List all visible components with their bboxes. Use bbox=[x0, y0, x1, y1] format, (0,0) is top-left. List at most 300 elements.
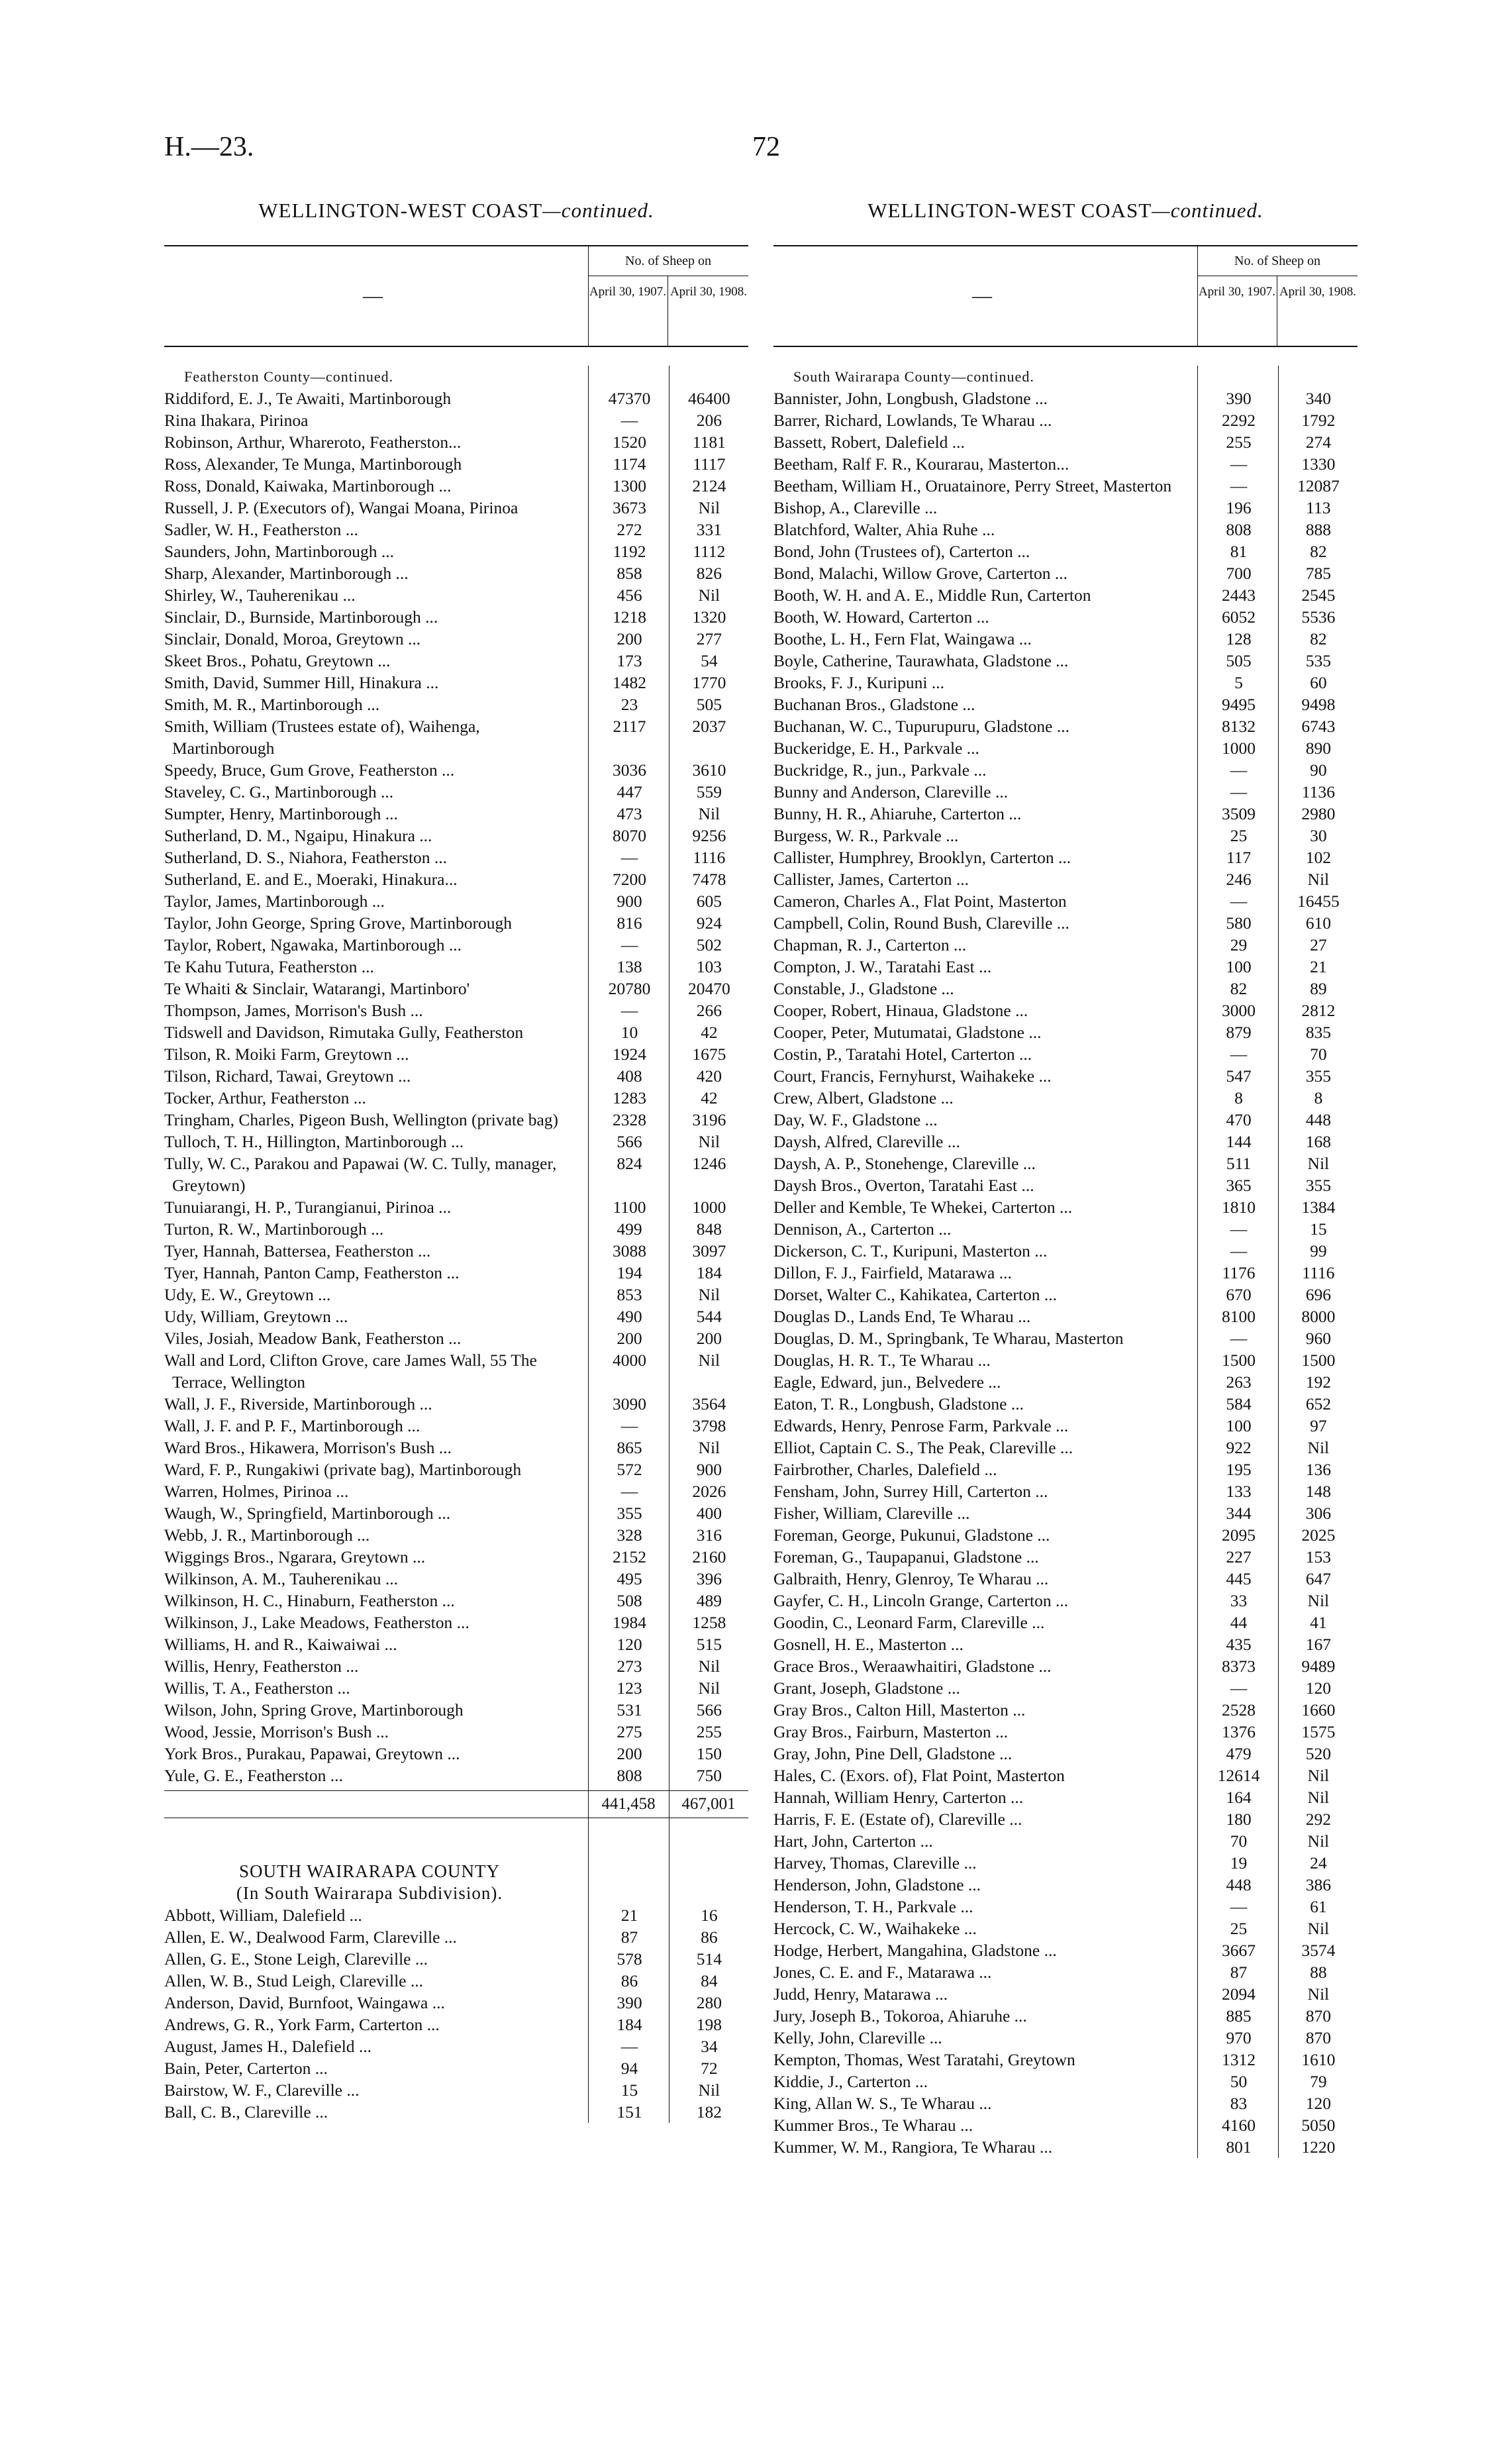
sheep-1908: 16455 bbox=[1297, 892, 1340, 911]
sheep-1908: 559 bbox=[696, 782, 722, 801]
sheep-1907: 128 bbox=[1226, 629, 1252, 648]
sheep-1907: 194 bbox=[617, 1263, 642, 1282]
table-row bbox=[773, 540, 1358, 562]
sheep-1908: 835 bbox=[1305, 1023, 1331, 1042]
sheep-1907: 1283 bbox=[612, 1088, 646, 1107]
table-row bbox=[773, 1852, 1358, 1874]
table-row bbox=[773, 1633, 1358, 1655]
table-row bbox=[773, 1306, 1358, 1327]
sheep-1907: 2292 bbox=[1221, 411, 1256, 430]
sheep-1907: — bbox=[1230, 1045, 1248, 1064]
table-row bbox=[164, 2057, 748, 2079]
section-heading: South Wairarapa County—continued. bbox=[793, 368, 1034, 385]
right-table-body bbox=[773, 366, 1358, 2158]
right-column bbox=[773, 199, 1358, 2158]
left-table-header bbox=[164, 245, 748, 347]
holder-name: Sutherland, D. M., Ngaipu, Hinakura ... bbox=[164, 826, 432, 845]
table-row bbox=[164, 409, 748, 431]
holder-name: Galbraith, Henry, Glenroy, Te Wharau ... bbox=[773, 1569, 1049, 1588]
sheep-1907: — bbox=[1230, 454, 1248, 474]
sheep-1907: 445 bbox=[1226, 1569, 1252, 1588]
sheep-1907: 448 bbox=[1226, 1875, 1252, 1894]
holder-name: Henderson, John, Gladstone ... bbox=[773, 1875, 981, 1894]
table-row bbox=[164, 1131, 748, 1153]
holder-name: Robinson, Arthur, Whareroto, Featherston... bbox=[164, 433, 462, 452]
table-row bbox=[164, 540, 748, 562]
table-row bbox=[773, 1808, 1358, 1830]
holder-name: Blatchford, Walter, Ahia Ruhe ... bbox=[773, 520, 995, 539]
holder-name: Allen, W. B., Stud Leigh, Clareville ... bbox=[164, 1971, 423, 1990]
sheep-1908: 1384 bbox=[1301, 1198, 1336, 1217]
table-row bbox=[773, 1174, 1358, 1196]
sheep-1907: 1520 bbox=[612, 433, 646, 452]
holder-name: Burgess, W. R., Parkvale ... bbox=[773, 826, 959, 845]
sheep-1908: 1770 bbox=[692, 673, 726, 692]
table-row bbox=[773, 1284, 1358, 1306]
holder-name: Daysh Bros., Overton, Taratahi East ... bbox=[773, 1176, 1034, 1195]
table-row bbox=[773, 387, 1358, 409]
table-row bbox=[164, 847, 748, 868]
sheep-1907: 816 bbox=[617, 913, 642, 933]
sheep-1908: 198 bbox=[696, 2015, 722, 2034]
column-header-1908: April 30, 1908. bbox=[1279, 285, 1357, 299]
sheep-1908: 1258 bbox=[692, 1613, 726, 1632]
sheep-1908: 696 bbox=[1305, 1285, 1331, 1304]
table-row bbox=[164, 1087, 748, 1109]
table-row bbox=[773, 978, 1358, 1000]
table-row bbox=[164, 1349, 748, 1393]
holder-name: Booth, W. Howard, Carterton ... bbox=[773, 607, 989, 627]
table-row bbox=[773, 1153, 1358, 1174]
sheep-1908: 3610 bbox=[692, 760, 726, 780]
holder-name: Sharp, Alexander, Martinborough ... bbox=[164, 564, 409, 583]
sheep-1908: 1246 bbox=[692, 1154, 726, 1173]
holder-name: Wiggings Bros., Ngarara, Greytown ... bbox=[164, 1547, 426, 1566]
table-row bbox=[773, 693, 1358, 715]
sheep-1908: 355 bbox=[1305, 1176, 1331, 1195]
sheep-1908: 120 bbox=[1305, 1678, 1331, 1698]
sheep-1907: — bbox=[620, 1416, 638, 1435]
table-row bbox=[773, 1131, 1358, 1153]
table-row bbox=[773, 453, 1358, 475]
holder-name: Gray Bros., Fairburn, Masterton ... bbox=[773, 1722, 1009, 1741]
holder-name: Te Whaiti & Sinclair, Watarangi, Martinboro' bbox=[164, 979, 470, 998]
sheep-1908: Nil bbox=[1307, 1984, 1330, 2004]
holder-name: Dickerson, C. T., Kuripuni, Masterton ... bbox=[773, 1241, 1048, 1260]
table-row bbox=[773, 825, 1358, 847]
sheep-1908: 3564 bbox=[692, 1394, 726, 1413]
holder-name: Douglas, D. M., Springbank, Te Wharau, Masterton bbox=[773, 1329, 1124, 1348]
holder-name: Cooper, Peter, Mutumatai, Gladstone ... bbox=[773, 1023, 1042, 1042]
sheep-1907: 447 bbox=[617, 782, 642, 801]
table-row bbox=[773, 1612, 1358, 1633]
sheep-1907: 86 bbox=[620, 1971, 638, 1990]
holder-name: Dorset, Walter C., Kahikatea, Carterton ... bbox=[773, 1285, 1058, 1304]
sheep-1907: — bbox=[620, 848, 638, 867]
sheep-1908: Nil bbox=[1307, 1591, 1330, 1610]
table-row bbox=[773, 1721, 1358, 1743]
sheep-1908: 785 bbox=[1305, 564, 1331, 583]
sheep-1908: 8 bbox=[1314, 1088, 1323, 1107]
right-table-header bbox=[773, 245, 1358, 347]
sheep-1908: 113 bbox=[1306, 498, 1331, 517]
holder-name: Taylor, James, Martinborough ... bbox=[164, 892, 385, 911]
holder-name: Deller and Kemble, Te Whekei, Carterton ... bbox=[773, 1198, 1073, 1217]
sheep-1908: 1117 bbox=[693, 454, 726, 474]
sheep-1907: 2443 bbox=[1221, 586, 1256, 605]
sheep-1908: 520 bbox=[1305, 1744, 1331, 1763]
sheep-1907: 15 bbox=[620, 2080, 638, 2100]
sheep-1907: 100 bbox=[1226, 957, 1252, 976]
sheep-1908: 750 bbox=[696, 1766, 722, 1785]
holder-name: Jury, Joseph B., Tokoroa, Ahiaruhe ... bbox=[773, 2006, 1027, 2026]
table-row bbox=[164, 1699, 748, 1721]
table-row bbox=[164, 1043, 748, 1065]
table-row bbox=[164, 1306, 748, 1327]
holder-name: Douglas, H. R. T., Te Wharau ... bbox=[773, 1351, 991, 1370]
sheep-1908: 396 bbox=[696, 1569, 722, 1588]
sheep-1907: 1000 bbox=[1221, 739, 1256, 758]
table-row bbox=[773, 409, 1358, 431]
holder-name: Bunny and Anderson, Clareville ... bbox=[773, 782, 1009, 801]
holder-name: Abbott, William, Dalefield ... bbox=[164, 1906, 362, 1925]
table-row bbox=[773, 1349, 1358, 1371]
sheep-1908: 647 bbox=[1305, 1569, 1331, 1588]
holder-name: York Bros., Purakau, Papawai, Greytown ... bbox=[164, 1744, 460, 1763]
table-row bbox=[773, 584, 1358, 606]
sheep-1908: 448 bbox=[1305, 1110, 1331, 1129]
sheep-1907: 1300 bbox=[612, 476, 646, 495]
holder-name: Anderson, David, Burnfoot, Waingawa ... bbox=[164, 1993, 445, 2012]
sheep-1907: 2117 bbox=[613, 717, 646, 736]
sheep-1907: 94 bbox=[620, 2059, 638, 2078]
sheep-1907: 801 bbox=[1226, 2137, 1252, 2157]
table-row bbox=[164, 1196, 748, 1218]
sheep-1908: 340 bbox=[1305, 389, 1331, 408]
sheep-1907: 865 bbox=[617, 1438, 642, 1457]
sheep-1907: 8100 bbox=[1221, 1307, 1256, 1326]
table-row bbox=[773, 2092, 1358, 2114]
table-row bbox=[773, 1546, 1358, 1568]
holder-name: Jones, C. E. and F., Matarawa ... bbox=[773, 1963, 992, 1982]
holder-name: Sumpter, Henry, Martinborough ... bbox=[164, 804, 398, 823]
sheep-1908: 99 bbox=[1310, 1241, 1327, 1260]
sheep-1907: 184 bbox=[617, 2015, 642, 2034]
table-row bbox=[773, 1590, 1358, 1612]
sheep-1907: 328 bbox=[617, 1525, 642, 1545]
sheep-1907: 3509 bbox=[1221, 804, 1256, 823]
holder-name: Bain, Peter, Carterton ... bbox=[164, 2059, 328, 2078]
holder-name: Elliot, Captain C. S., The Peak, Clareville ... bbox=[773, 1438, 1073, 1457]
sheep-1907: 922 bbox=[1226, 1438, 1252, 1457]
sheep-1908: 41 bbox=[1310, 1613, 1327, 1632]
table-row bbox=[164, 562, 748, 584]
sheep-1907: — bbox=[1230, 782, 1248, 801]
sheep-1908: 2037 bbox=[692, 717, 726, 736]
sheep-1908: 900 bbox=[696, 1460, 722, 1479]
holder-name: Wilkinson, H. C., Hinaburn, Featherston ... bbox=[164, 1591, 455, 1610]
sheep-1907: 123 bbox=[617, 1678, 642, 1698]
table-row bbox=[164, 1612, 748, 1633]
sheep-1908: 566 bbox=[696, 1700, 722, 1720]
holder-name: Costin, P., Taratahi Hotel, Carterton ... bbox=[773, 1045, 1032, 1064]
table-row bbox=[773, 1437, 1358, 1459]
table-row bbox=[773, 1743, 1358, 1765]
holder-name: Daysh, Alfred, Clareville ... bbox=[773, 1132, 960, 1151]
holder-name: Speedy, Bruce, Gum Grove, Featherston ... bbox=[164, 760, 455, 780]
holder-name: Bond, John (Trustees of), Carterton ... bbox=[773, 542, 1030, 561]
sheep-1907: 408 bbox=[617, 1066, 642, 1086]
holder-name: King, Allan W. S., Te Wharau ... bbox=[773, 2094, 992, 2113]
table-row bbox=[164, 2079, 748, 2101]
sheep-1908: 266 bbox=[696, 1001, 722, 1020]
sheep-1908: 890 bbox=[1305, 739, 1331, 758]
sheep-1907: 44 bbox=[1230, 1613, 1248, 1632]
sheep-1908: 5536 bbox=[1301, 607, 1336, 627]
table-row bbox=[164, 1948, 748, 1970]
table-row bbox=[164, 715, 748, 759]
sheep-1907: — bbox=[620, 411, 638, 430]
sheep-1907: 808 bbox=[617, 1766, 642, 1785]
sheep-1908: 255 bbox=[696, 1722, 722, 1741]
holder-name: Yule, G. E., Featherston ... bbox=[164, 1766, 343, 1785]
holder-name: Bunny, H. R., Ahiaruhe, Carterton ... bbox=[773, 804, 1022, 823]
table-row bbox=[164, 1153, 748, 1196]
sheep-1907: 355 bbox=[617, 1504, 642, 1523]
table-row bbox=[164, 453, 748, 475]
table-row bbox=[164, 497, 748, 519]
sheep-1908: 70 bbox=[1310, 1045, 1327, 1064]
holder-name: Ross, Alexander, Te Munga, Martinborough bbox=[164, 454, 462, 474]
table-row bbox=[164, 1480, 748, 1502]
table-row bbox=[773, 890, 1358, 912]
holder-name: Buchanan, W. C., Tupurupuru, Gladstone ... bbox=[773, 717, 1069, 736]
holder-name: Hodge, Herbert, Mangahina, Gladstone ... bbox=[773, 1941, 1057, 1960]
sheep-1907: 70 bbox=[1230, 1831, 1248, 1851]
sheep-1907: 456 bbox=[617, 586, 642, 605]
sheep-1907: 390 bbox=[1226, 389, 1252, 408]
table-row bbox=[164, 934, 748, 956]
table-row bbox=[773, 1065, 1358, 1087]
table-row bbox=[164, 1327, 748, 1349]
holder-name: Callister, Humphrey, Brooklyn, Carterton ... bbox=[773, 848, 1071, 867]
table-row bbox=[773, 1021, 1358, 1043]
sheep-1908: 206 bbox=[696, 411, 722, 430]
sheep-1908: Nil bbox=[698, 1285, 720, 1304]
holder-name: Taylor, Robert, Ngawaka, Martinborough ... bbox=[164, 935, 462, 954]
holder-name: Eagle, Edward, jun., Belvedere ... bbox=[773, 1372, 1001, 1392]
sheep-1907: 566 bbox=[617, 1132, 642, 1151]
table-row bbox=[773, 934, 1358, 956]
sheep-1907: 2095 bbox=[1221, 1525, 1256, 1545]
sheep-1908: 652 bbox=[1305, 1394, 1331, 1413]
sheep-1908: 21 bbox=[1310, 957, 1327, 976]
holder-name: Saunders, John, Martinborough ... bbox=[164, 542, 395, 561]
sheep-1908: 3097 bbox=[692, 1241, 726, 1260]
sheep-1908: 826 bbox=[696, 564, 722, 583]
sheep-1907: 547 bbox=[1226, 1066, 1252, 1086]
sheep-1908: 2026 bbox=[692, 1482, 726, 1501]
holder-name: Wall, J. F. and P. F., Martinborough ... bbox=[164, 1416, 421, 1435]
sheep-1908: 182 bbox=[696, 2102, 722, 2122]
sheep-1908: 120 bbox=[1305, 2094, 1331, 2113]
sheep-1908: Nil bbox=[1307, 1766, 1330, 1785]
sheep-1908: 355 bbox=[1305, 1066, 1331, 1086]
sheep-1907: 508 bbox=[617, 1591, 642, 1610]
sheep-1907: — bbox=[620, 935, 638, 954]
sheep-1908: 280 bbox=[696, 1993, 722, 2012]
sheep-1907: 20780 bbox=[608, 979, 651, 998]
sheep-1908: 1320 bbox=[692, 607, 726, 627]
sheep-1907: 495 bbox=[617, 1569, 642, 1588]
table-row bbox=[773, 1415, 1358, 1437]
holder-name: Ross, Donald, Kaiwaka, Martinborough ... bbox=[164, 476, 452, 495]
sheep-1907: 853 bbox=[617, 1285, 642, 1304]
table-row bbox=[164, 781, 748, 803]
sheep-1908: 34 bbox=[701, 2037, 718, 2056]
table-row bbox=[773, 2027, 1358, 2049]
sheep-1908: 86 bbox=[701, 1927, 718, 1947]
sheep-1908: 870 bbox=[1305, 2006, 1331, 2026]
sheep-1907: 670 bbox=[1226, 1285, 1252, 1304]
table-row bbox=[773, 1327, 1358, 1349]
table-row bbox=[773, 1699, 1358, 1721]
holder-name: Kiddie, J., Carterton ... bbox=[773, 2072, 928, 2091]
sheep-1908: 79 bbox=[1310, 2072, 1327, 2091]
holder-name: Warren, Holmes, Pirinoa ... bbox=[164, 1482, 349, 1501]
sheep-1908: 3574 bbox=[1301, 1941, 1336, 1960]
sheep-1908: 89 bbox=[1310, 979, 1327, 998]
sheep-1907: 3036 bbox=[612, 760, 646, 780]
sheep-1907: 365 bbox=[1226, 1176, 1252, 1195]
table-row bbox=[773, 497, 1358, 519]
sheep-1907: 2328 bbox=[612, 1110, 646, 1129]
holder-name: Hart, John, Carterton ... bbox=[773, 1831, 933, 1851]
holder-name: Goodin, C., Leonard Farm, Clareville ... bbox=[773, 1613, 1045, 1632]
table-row bbox=[773, 519, 1358, 540]
table-row bbox=[164, 2014, 748, 2035]
sheep-1908: 1575 bbox=[1301, 1722, 1336, 1741]
total-1908: 467,001 bbox=[681, 1795, 736, 1813]
sheep-1907: 1500 bbox=[1221, 1351, 1256, 1370]
sheep-1907: 490 bbox=[617, 1307, 642, 1326]
sheep-1908: 200 bbox=[696, 1329, 722, 1348]
sheep-1908: 42 bbox=[701, 1088, 718, 1107]
sheep-1908: 9256 bbox=[692, 826, 726, 845]
table-row bbox=[164, 1459, 748, 1480]
holder-name: Tilson, Richard, Tawai, Greytown ... bbox=[164, 1066, 411, 1086]
section-subheading: (In South Wairarapa Subdivision). bbox=[236, 1883, 503, 1903]
left-column bbox=[164, 199, 748, 2123]
county-total-row bbox=[164, 1790, 748, 1818]
sheep-1908: 5050 bbox=[1301, 2116, 1336, 2135]
holder-name: Smith, David, Summer Hill, Hinakura ... bbox=[164, 673, 439, 692]
table-row bbox=[164, 1437, 748, 1459]
table-row bbox=[773, 1961, 1358, 1983]
left-table-body bbox=[164, 366, 748, 2123]
sheep-1907: — bbox=[1230, 1241, 1248, 1260]
sheep-1908: 386 bbox=[1305, 1875, 1331, 1894]
holder-name: Tyer, Hannah, Battersea, Featherston ... bbox=[164, 1241, 431, 1260]
sheep-1907: 273 bbox=[617, 1657, 642, 1676]
sheep-1908: 2124 bbox=[692, 476, 726, 495]
sheep-1907: 1482 bbox=[612, 673, 646, 692]
section-heading: Featherston County—continued. bbox=[184, 368, 394, 385]
sheep-1908: 16 bbox=[701, 1906, 718, 1925]
table-row bbox=[164, 978, 748, 1000]
table-row bbox=[164, 1970, 748, 1992]
sheep-1908: 167 bbox=[1305, 1635, 1331, 1654]
sheep-count-group-label: No. of Sheep on bbox=[1197, 246, 1358, 276]
sheep-1907: — bbox=[1230, 892, 1248, 911]
table-row bbox=[773, 475, 1358, 497]
sheep-1908: 1610 bbox=[1301, 2050, 1336, 2069]
holder-name: Wilson, John, Spring Grove, Martinborough bbox=[164, 1700, 464, 1720]
table-row bbox=[164, 1415, 748, 1437]
table-row bbox=[773, 1459, 1358, 1480]
header-dash: — bbox=[972, 285, 992, 307]
sheep-1907: 2152 bbox=[612, 1547, 646, 1566]
holder-name: Callister, James, Carterton ... bbox=[773, 870, 969, 889]
table-row bbox=[773, 715, 1358, 737]
sheep-1907: 879 bbox=[1226, 1023, 1252, 1042]
sheep-1908: 848 bbox=[696, 1219, 722, 1239]
table-row bbox=[773, 1240, 1358, 1262]
sheep-1907: 1810 bbox=[1221, 1198, 1256, 1217]
sheep-1908: 515 bbox=[696, 1635, 722, 1654]
sheep-1907: 10 bbox=[620, 1023, 638, 1042]
sheep-1907: 100 bbox=[1226, 1416, 1252, 1435]
page-header bbox=[164, 131, 1409, 171]
sheep-1907: 584 bbox=[1226, 1394, 1252, 1413]
table-row bbox=[164, 1240, 748, 1262]
holder-name: Brooks, F. J., Kuripuni ... bbox=[773, 673, 944, 692]
sheep-1907: 263 bbox=[1226, 1372, 1252, 1392]
holder-name: Fensham, John, Surrey Hill, Carterton ... bbox=[773, 1482, 1048, 1501]
holder-name: Wall, J. F., Riverside, Martinborough ... bbox=[164, 1394, 432, 1413]
sheep-1908: 489 bbox=[696, 1591, 722, 1610]
sheep-1907: 164 bbox=[1226, 1788, 1252, 1807]
holder-name: Hales, C. (Exors. of), Flat Point, Masterton bbox=[773, 1766, 1065, 1785]
table-row bbox=[773, 650, 1358, 672]
holder-name: Shirley, W., Tauherenikau ... bbox=[164, 586, 356, 605]
sheep-1908: 1116 bbox=[693, 848, 726, 867]
table-row bbox=[773, 2136, 1358, 2158]
sheep-1907: 133 bbox=[1226, 1482, 1252, 1501]
sheep-1908: 924 bbox=[696, 913, 722, 933]
sheep-1908: Nil bbox=[1307, 1831, 1330, 1851]
sheep-1907: 824 bbox=[617, 1154, 642, 1173]
holder-name: Tully, W. C., Parakou and Papawai (W. C. Tully, manager, Greytown) bbox=[164, 1154, 557, 1195]
sheep-1908: 103 bbox=[696, 957, 722, 976]
sheep-1907: 25 bbox=[1230, 1919, 1248, 1938]
sheep-1907: 50 bbox=[1230, 2072, 1248, 2091]
table-row bbox=[773, 2114, 1358, 2136]
sheep-1908: 6743 bbox=[1301, 717, 1336, 736]
sheep-1908: 274 bbox=[1305, 433, 1331, 452]
holder-name: Kummer, W. M., Rangiora, Te Wharau ... bbox=[773, 2137, 1053, 2157]
table-row bbox=[773, 1983, 1358, 2005]
sheep-1908: 90 bbox=[1310, 760, 1327, 780]
sheep-1907: 1176 bbox=[1222, 1263, 1256, 1282]
sheep-1907: 7200 bbox=[612, 870, 646, 889]
header-dash: — bbox=[363, 285, 383, 307]
holder-name: Buckridge, R., jun., Parkvale ... bbox=[773, 760, 987, 780]
sheep-1907: — bbox=[620, 2037, 638, 2056]
table-row bbox=[773, 1786, 1358, 1808]
sheep-1907: 2528 bbox=[1221, 1700, 1256, 1720]
table-row bbox=[164, 1926, 748, 1948]
